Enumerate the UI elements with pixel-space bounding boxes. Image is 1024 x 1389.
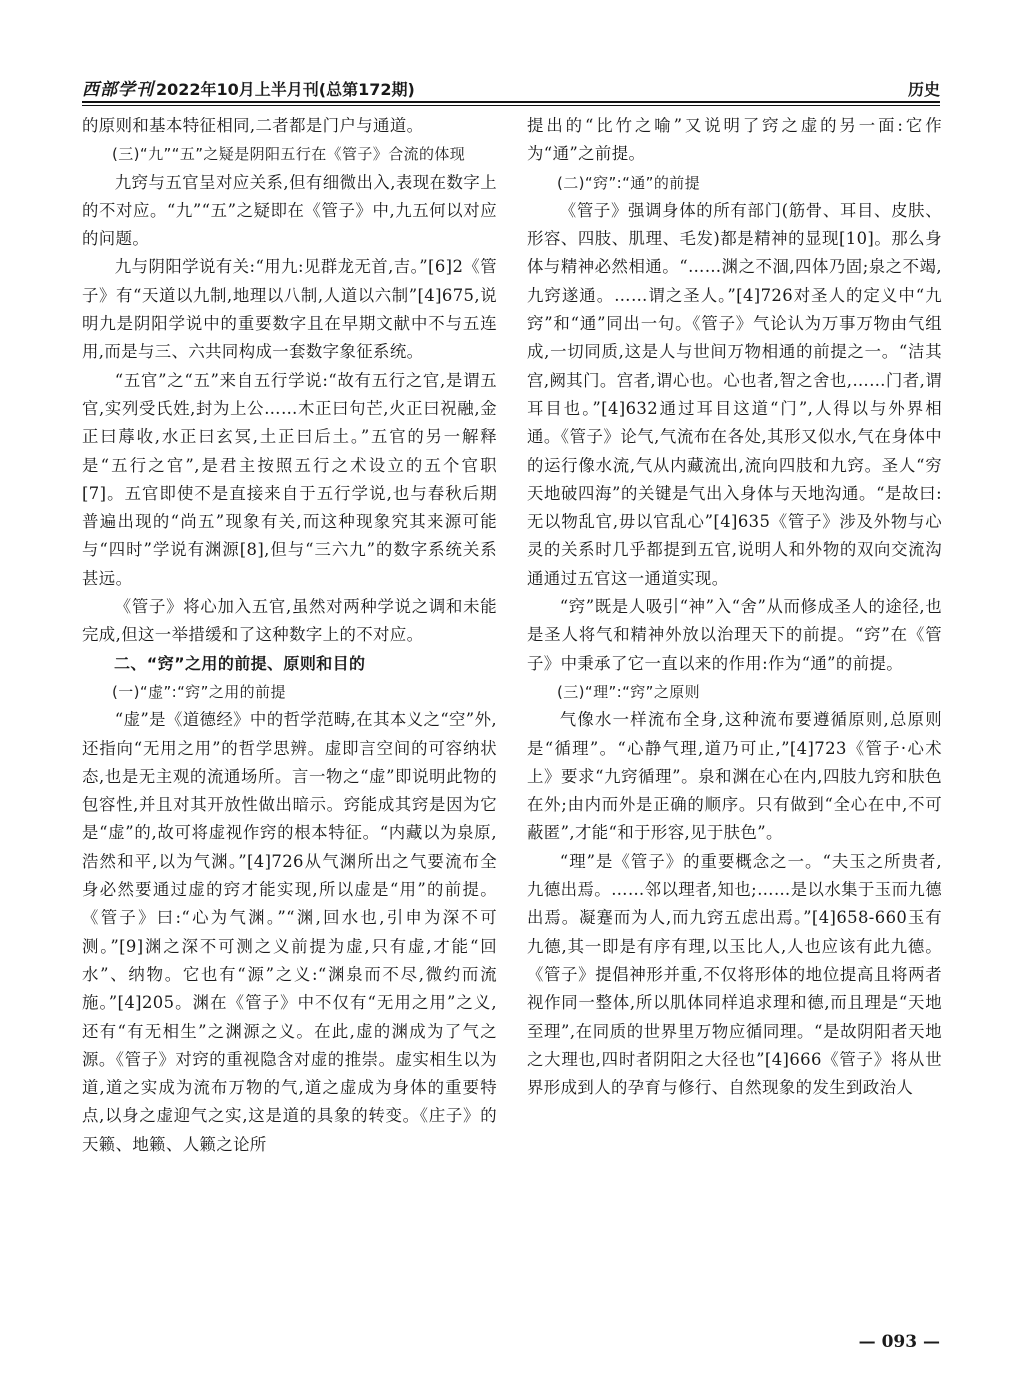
body-paragraph: 《管子》将心加入五官,虽然对两种学说之调和未能完成,但这一举措缓和了这种数字上的不对应。	[82, 597, 497, 645]
right-column	[527, 112, 942, 1102]
subsection-heading: (三)“九”“五”之疑是阴阳五行在《管子》合流的体现	[112, 145, 466, 164]
subsection-heading: (一)“虚”:“窍”之用的前提	[112, 682, 286, 701]
header-rule-thick	[82, 101, 940, 103]
subsection-heading: (二)“窍”:“通”的前提	[557, 173, 701, 192]
body-paragraph: 气像水一样流布全身,这种流布要遵循原则,总原则是“循理”。“心静气理,道乃可止,”[4]723《管子·心术上》要求“九窍循理”。泉和渊在心在内,四肢九窍和肤色在外;由内而外是正确的顺序。只有做到“全心在中,不可蔽匿”,才能“和于形容,见于肤色”。	[527, 710, 942, 843]
running-header	[82, 74, 940, 100]
left-column	[82, 112, 497, 1159]
subsection-heading: (三)“理”:“窍”之原则	[557, 682, 701, 701]
continued-paragraph: 的原则和基本特征相同,二者都是门户与通道。	[82, 116, 424, 135]
journal-logo: 西部学刊	[82, 80, 154, 100]
body-paragraph: “虚”是《道德经》中的哲学范畴,在其本义之“空”外,还指向“无用之用”的哲学思辨。虚即言空间的可容纳状态,也是无主观的流通场所。言一物之“虚”即说明此物的包容性,并且对其开放性做出暗示。窍能成其窍是因为它是“虚”的,故可将虚视作窍的根本特征。“内藏以为泉原,浩然和平,以为气渊。”[4]726从气渊所出之气要流布全身必然要通过虚的窍才能实现,所以虚是“用”的前提。《管子》曰:“心为气渊。”“渊,回水也,引申为深不可测。”[9]渊之深不可测之义前提为虚,只有虚,才能“回水”、纳物。它也有“源”之义:“渊泉而不尽,微约而流施。”[4]205。渊在《管子》中不仅有“无用之用”之义,还有“有无相生”之渊源之义。在此,虚的渊成为了气之源。《管子》对窍的重视隐含对虚的推崇。虚实相生以为道,道之实成为流布万物的气,道之虚成为身体的重要特点,以身之虚迎气之实,这是道的具象的转变。《庄子》的天籁、地籁、人籁之论所	[82, 710, 497, 1154]
body-paragraph: “窍”既是人吸引“神”入“舍”从而修成圣人的途径,也是圣人将气和精神外放以治理天下的前提。“窍”在《管子》中秉承了它一直以来的作用:作为“通”的前提。	[527, 597, 942, 673]
body-paragraph: “理”是《管子》的重要概念之一。“夫玉之所贵者,九德出焉。……邻以理者,知也;……是以水集于玉而九德出焉。凝蹇而为人,而九窍五虑出焉。”[4]658-660玉有九德,其一即是有序有理,以玉比人,人也应该有此九德。《管子》提倡神形并重,不仅将形体的地位提高且将两者视作同一整体,所以肌体同样追求理和德,而且理是“天地至理”,在同质的世界里万物应循同理。“是故阴阳者天地之大理也,四时者阴阳之大径也”[4]666《管子》将从世界形成到人的孕育与修行、自然现象的发生到政治人	[527, 851, 942, 1098]
body-paragraph: 九与阴阳学说有关:“用九:见群龙无首,吉。”[6]2《管子》有“天道以九制,地理以八制,人道以六制”[4]675,说明九是阴阳学说中的重要数字且在早期文献中不与五连用,而是与三、六共同构成一套数字象征系统。	[82, 257, 497, 362]
header-rule-thin	[82, 105, 940, 106]
body-paragraph: 《管子》强调身体的所有部门(筋骨、耳目、皮肤、形容、四肢、肌理、毛发)都是精神的显现[10]。那么身体与精神必然相通。“……渊之不涸,四体乃固;泉之不竭,九窍遂通。……谓之圣人。”[4]726对圣人的定义中“九窍”和“通”同出一句。《管子》气论认为万事万物由气组成,一切同质,这是人与世间万物相通的前提之一。“洁其宫,阙其门。宫者,谓心也。心也者,智之舍也,……门者,谓耳目也。”[4]632通过耳目这道“门”,人得以与外界相通。《管子》论气,气流布在各处,其形又似水,气在身体中的运行像水流,气从内藏流出,流向四肢和九窍。圣人“穷天地破四海”的关键是气出入身体与天地沟通。“是故曰:无以物乱官,毋以官乱心”[4]635《管子》涉及外物与心灵的关系时几乎都提到五官,说明人和外物的双向交流沟通通过五官这一通道实现。	[527, 200, 942, 588]
journal-info	[82, 75, 415, 100]
body-paragraph: “五官”之“五”来自五行学说:“故有五行之官,是谓五官,实列受氏姓,封为上公……木正曰句芒,火正曰祝融,金正曰蓐收,水正曰玄冥,土正曰后土。”五官的另一解释是“五行之官”,是君主按照五行之术设立的五个官职[7]。五官即使不是直接来自于五行学说,也与春秋后期普遍出现的“尚五”现象有关,而这种现象究其来源可能与“四时”学说有渊源[8],但与“三六九”的数字系统关系甚远。	[82, 370, 497, 588]
continued-paragraph: 提出的“比竹之喻”又说明了窍之虚的另一面:它作为“通”之前提。	[527, 116, 942, 164]
page-number: — 093 —	[858, 1332, 940, 1352]
section-heading: 二、“窍”之用的前提、原则和目的	[114, 653, 366, 673]
issue-info: 2022年10月上半月刊(总第172期)	[156, 80, 415, 99]
section-label: 历史	[907, 80, 940, 99]
body-paragraph: 九窍与五官呈对应关系,但有细微出入,表现在数字上的不对应。“九”“五”之疑即在《管子》中,九五何以对应的问题。	[82, 172, 497, 249]
